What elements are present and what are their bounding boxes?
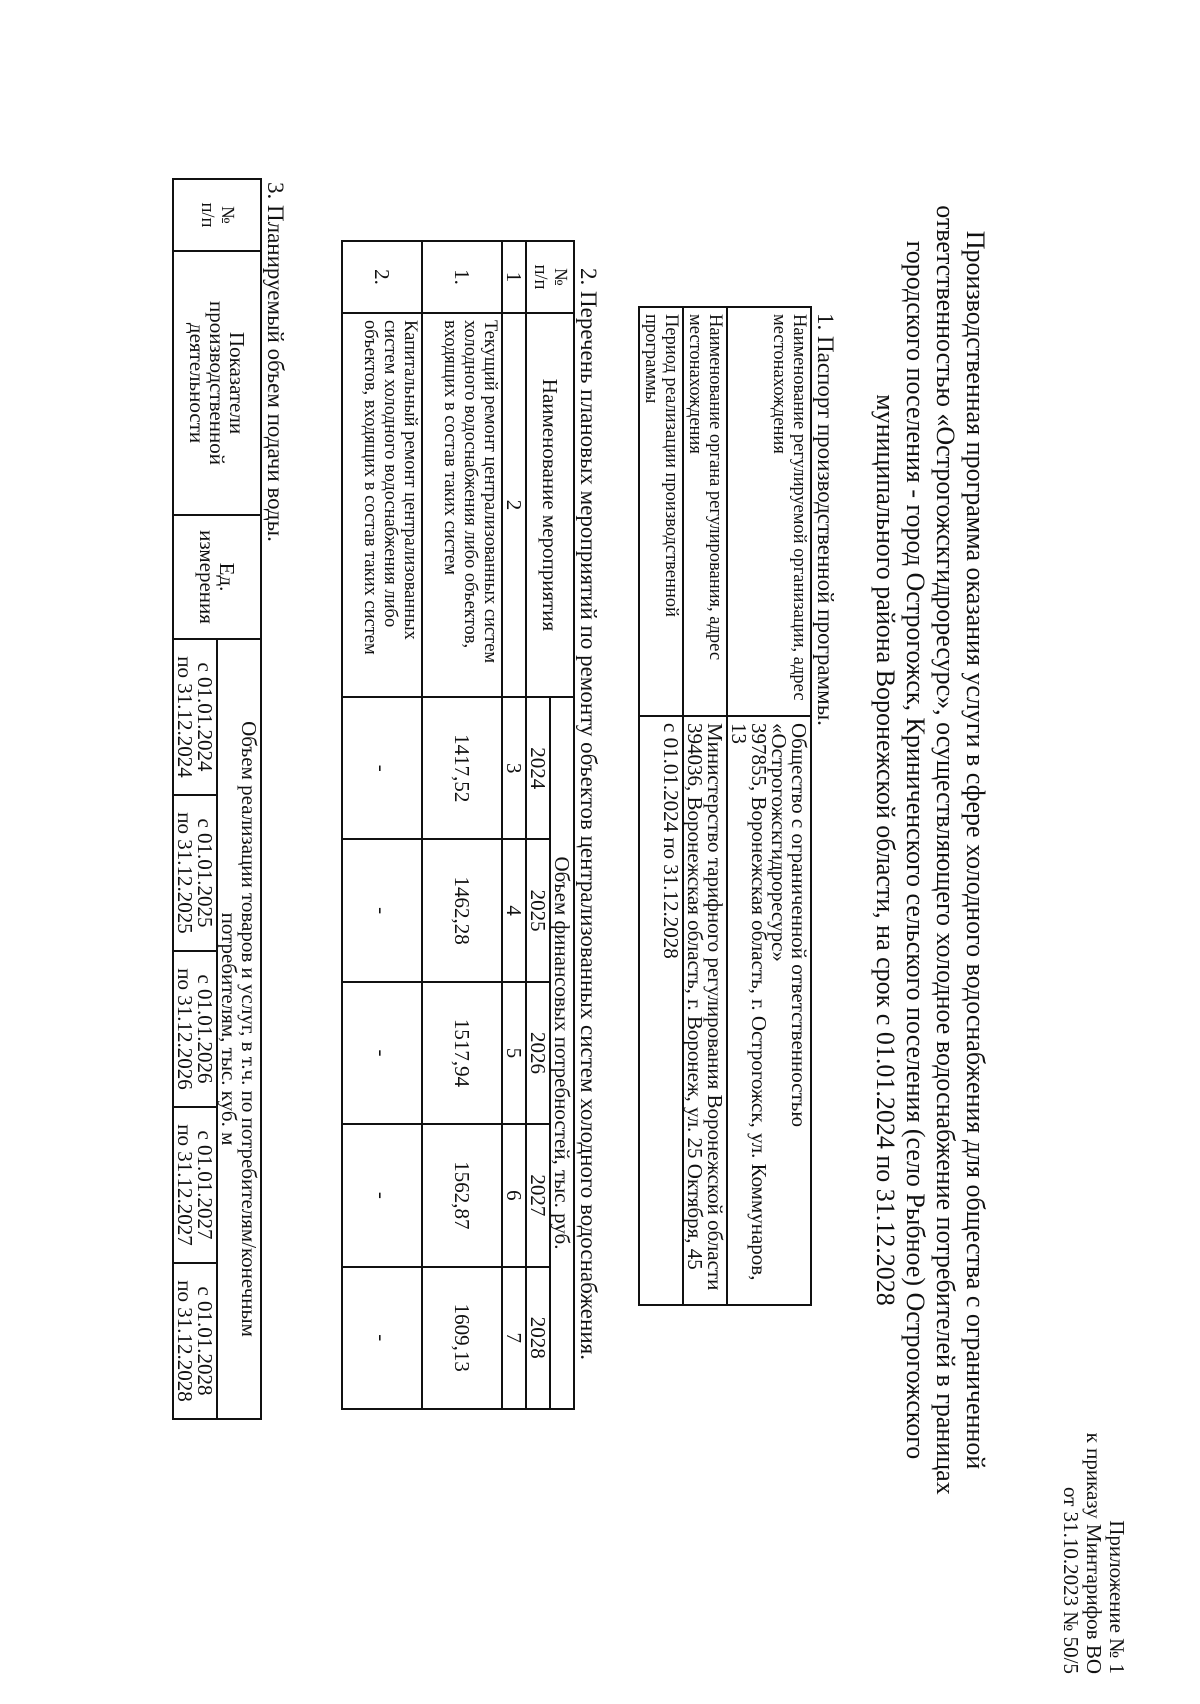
- table-row: [502, 241, 526, 1409]
- value-cell: -: [342, 839, 422, 981]
- table-row: [342, 241, 422, 1409]
- passport-label-cell: Наименование регулируемой организации, адрес местонахождения: [727, 307, 811, 716]
- col-volume-header: Объем реализации товаров и услуг, в т.ч. по потребителям/конечным потребителям, тыс. куб. м: [217, 639, 261, 1419]
- col-number: 4: [502, 839, 526, 981]
- period-2026-header: с 01.01.2026 по 31.12.2026: [173, 951, 217, 1107]
- year-2026-header: 2026: [526, 982, 550, 1124]
- passport-label-cell: Наименование органа регулирования, адрес местонахождения: [683, 307, 727, 716]
- value-cell: 1609,13: [422, 1267, 502, 1409]
- col-indicator-header: Показатели производственной деятельности: [173, 251, 261, 515]
- value-cell: -: [342, 697, 422, 839]
- section2-heading: 2. Перечень плановых мероприятий по ремонту объектов централизованных систем холодного водоснабжения.: [576, 268, 601, 1360]
- row-no: 2.: [342, 241, 422, 313]
- passport-table: [638, 306, 812, 1306]
- title-line-2: ответственностью «Острогожскгидроресурс», осуществляющего холодное водоснабжение потребителей в границах: [931, 205, 960, 1495]
- value-cell: 1517,94: [422, 982, 502, 1124]
- col-number: 5: [502, 982, 526, 1124]
- row-name: Капитальный ремонт централизованных систем холодного водоснабжения либо объектов, входящих в состав таких систем: [342, 313, 422, 697]
- repair-plan-table: [341, 240, 575, 1410]
- col-number: 1: [502, 241, 526, 313]
- appendix-order: к приказу Минтарифов ВО: [1082, 1432, 1106, 1674]
- title-line-3: городского поселения - город Острогожск, Криниченского сельского поселения (село Рыбное) Острогожского: [901, 240, 930, 1460]
- table-row: [422, 241, 502, 1409]
- col-name-header: Наименование мероприятия: [526, 313, 574, 697]
- col-no-header: № п/п: [173, 179, 261, 251]
- table-row: [217, 179, 261, 1419]
- document-title: [870, 120, 990, 1580]
- appendix-date: от 31.10.2023 № 50/5: [1059, 1486, 1083, 1674]
- year-2027-header: 2027: [526, 1124, 550, 1266]
- col-no-header: № п/п: [526, 241, 574, 313]
- table-row: [639, 307, 683, 1305]
- water-supply-table: [172, 178, 262, 1420]
- year-2024-header: 2024: [526, 697, 550, 839]
- table-row: [683, 307, 727, 1305]
- section1-heading: 1. Паспорт производственной программы.: [813, 313, 838, 726]
- col-volume-header: Объем финансовых потребностей, тыс. руб.: [550, 697, 574, 1409]
- appendix-note: [1059, 1433, 1128, 1674]
- period-2025-header: с 01.01.2025 по 31.12.2025: [173, 795, 217, 951]
- value-cell: -: [342, 1124, 422, 1266]
- period-2024-header: с 01.01.2024 по 31.12.2024: [173, 639, 217, 795]
- col-number: 6: [502, 1124, 526, 1266]
- value-cell: -: [342, 982, 422, 1124]
- passport-label-cell: Период реализации производственной программы: [639, 307, 683, 716]
- value-cell: 1462,28: [422, 839, 502, 981]
- period-2028-header: с 01.01.2028 по 31.12.2028: [173, 1263, 217, 1419]
- passport-value-cell: Министерство тарифного регулирования Воронежской области 394036, Воронежская область, г. Воронеж, ул. 25 Октября, 45: [683, 716, 727, 1305]
- title-line-4: муниципального района Воронежской области, на срок с 01.01.2024 по 31.12.2028: [871, 394, 900, 1306]
- section3-heading: 3. Планируемый объем подачи воды.: [263, 182, 288, 542]
- year-2028-header: 2028: [526, 1267, 550, 1409]
- table-row: [727, 307, 811, 1305]
- passport-value-cell: с 01.01.2024 по 31.12.2028: [639, 716, 683, 1305]
- value-cell: -: [342, 1267, 422, 1409]
- col-unit-header: Ед. измерения: [173, 515, 261, 639]
- period-2027-header: с 01.01.2027 по 31.12.2027: [173, 1107, 217, 1263]
- col-number: 3: [502, 697, 526, 839]
- passport-value-cell: Общество с ограниченной ответственностью «Острогожскгидроресурс» 397855, Воронежская область, г. Острогожск, ул. Коммунаров, 13: [727, 716, 811, 1305]
- value-cell: 1417,52: [422, 697, 502, 839]
- title-line-1: Производственная программа оказания услуги в сфере холодного водоснабжения для общества с ограниченной: [961, 230, 990, 1470]
- appendix-number: Приложение № 1: [1105, 1520, 1129, 1674]
- year-2025-header: 2025: [526, 839, 550, 981]
- col-number: 2: [502, 313, 526, 697]
- value-cell: 1562,87: [422, 1124, 502, 1266]
- col-number: 7: [502, 1267, 526, 1409]
- row-no: 1.: [422, 241, 502, 313]
- table-row: [550, 241, 574, 1409]
- row-name: Текущий ремонт централизованных систем холодного водоснабжения либо объектов, входящих в состав таких систем: [422, 313, 502, 697]
